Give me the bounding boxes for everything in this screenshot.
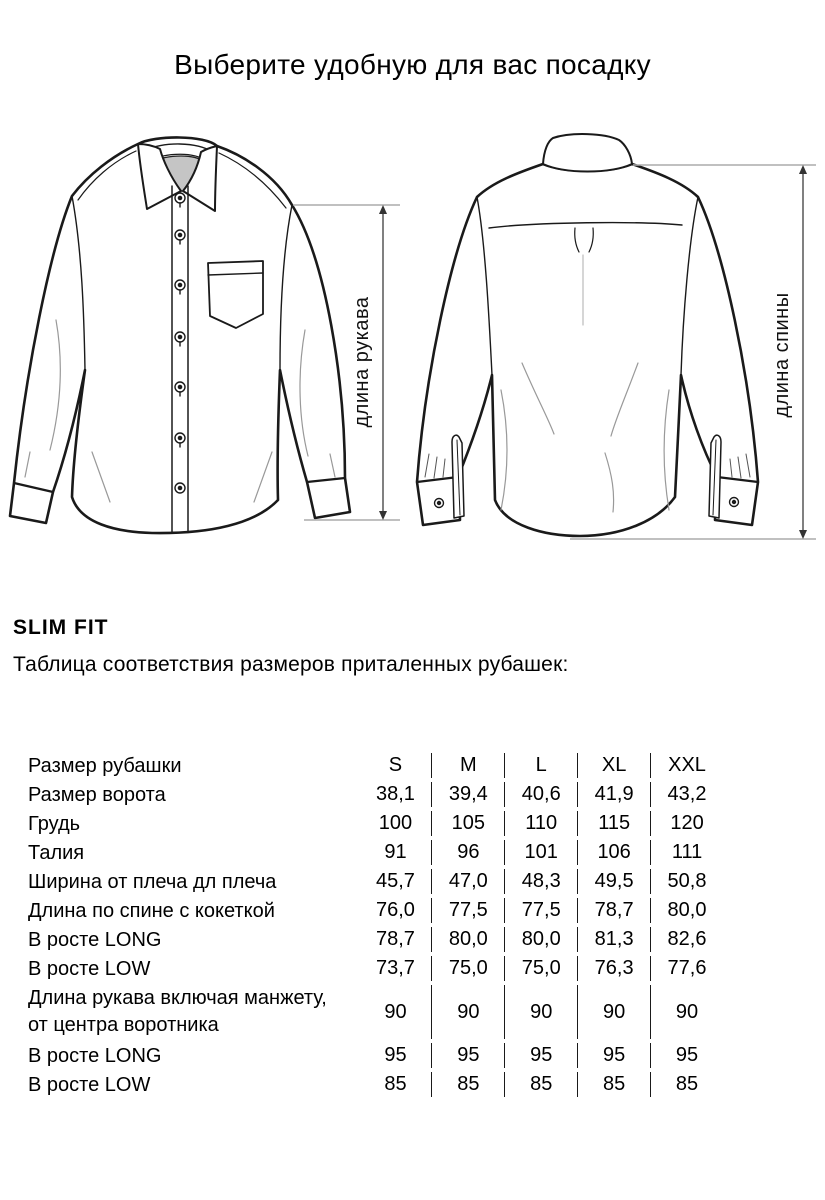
size-cell: 47,0: [431, 869, 504, 894]
table-row: [28, 1041, 723, 1070]
table-row: [28, 954, 723, 983]
size-cell: 80,0: [431, 927, 504, 952]
size-cell: 75,0: [431, 956, 504, 981]
row-label: Талия: [28, 841, 85, 864]
size-cell: 85: [431, 1072, 504, 1097]
size-cell: 76,3: [577, 956, 650, 981]
table-row: [28, 983, 723, 1041]
size-cell: 115: [577, 811, 650, 836]
shirt-back-outline: [417, 164, 758, 536]
size-cell: 100: [378, 812, 413, 834]
table-header-row: [28, 751, 723, 780]
size-cell: 85: [384, 1073, 407, 1095]
table-row: [28, 925, 723, 954]
sleeve-placket-right: [709, 435, 721, 518]
row-label: В росте LONG: [28, 928, 162, 951]
row-label-line2: от центра воротника: [28, 1014, 219, 1036]
size-cell: 39,4: [431, 782, 504, 807]
size-cell: 82,6: [650, 927, 723, 952]
table-row: [28, 896, 723, 925]
size-col-header: XXL: [650, 753, 723, 778]
size-cell: 106: [577, 840, 650, 865]
row-label-line1: Длина рукава включая манжету,: [28, 987, 327, 1009]
table-row: [28, 809, 723, 838]
row-label: Длина по спине с кокеткой: [28, 899, 275, 922]
size-col-header: S: [388, 754, 403, 776]
chest-pocket: [208, 261, 263, 328]
size-cell: 76,0: [375, 899, 415, 921]
size-cell: 80,0: [504, 927, 577, 952]
size-cell: 80,0: [650, 898, 723, 923]
size-cell: 77,5: [504, 898, 577, 923]
size-col-header: L: [504, 753, 577, 778]
size-cell: 95: [577, 1043, 650, 1068]
size-cell: 77,6: [650, 956, 723, 981]
table-row: [28, 838, 723, 867]
size-cell: 90: [650, 985, 723, 1039]
size-cell: 111: [650, 840, 723, 865]
table-subtitle: Таблица соответствия размеров приталенных рубашек:: [13, 653, 569, 676]
table-row: [28, 1070, 723, 1099]
size-cell: 45,7: [375, 870, 415, 892]
page-title: Выберите удобную для вас посадку: [174, 49, 651, 80]
front-shirt-drawing: [0, 120, 405, 580]
table-row: [28, 867, 723, 896]
table-row: [28, 780, 723, 809]
size-cell: 90: [577, 985, 650, 1039]
size-cell: 40,6: [504, 782, 577, 807]
back-shirt-drawing: [405, 120, 825, 580]
size-cell: 101: [504, 840, 577, 865]
arrow-up-icon: [379, 205, 387, 214]
size-cell: 91: [384, 841, 407, 863]
size-col-header: XL: [577, 753, 650, 778]
size-cell: 105: [431, 811, 504, 836]
size-cell: 77,5: [431, 898, 504, 923]
arrow-down-icon: [799, 530, 807, 539]
size-cell: 49,5: [577, 869, 650, 894]
size-cell: 95: [384, 1044, 407, 1066]
row-label: Грудь: [28, 812, 81, 835]
back-length-label: длина спины: [771, 292, 793, 418]
size-cell: 78,7: [577, 898, 650, 923]
size-cell: 120: [650, 811, 723, 836]
size-cell: 96: [431, 840, 504, 865]
size-cell: 110: [504, 811, 577, 836]
sleeve-placket-left: [452, 435, 464, 518]
size-cell: 73,7: [375, 957, 415, 979]
back-collar: [543, 134, 632, 171]
size-cell: 85: [577, 1072, 650, 1097]
row-label: Размер рубашки: [28, 754, 182, 777]
row-label: Размер ворота: [28, 783, 166, 806]
arrow-up-icon: [799, 165, 807, 174]
size-cell: 90: [384, 1000, 407, 1023]
size-cell: 41,9: [577, 782, 650, 807]
size-cell: 43,2: [650, 782, 723, 807]
size-cell: 81,3: [577, 927, 650, 952]
size-cell: 95: [504, 1043, 577, 1068]
size-cell: 95: [650, 1043, 723, 1068]
size-cell: 85: [650, 1072, 723, 1097]
size-cell: 85: [504, 1072, 577, 1097]
size-cell: 90: [504, 985, 577, 1039]
row-label: [28, 985, 360, 1039]
size-cell: 95: [431, 1043, 504, 1068]
size-cell: 48,3: [504, 869, 577, 894]
row-label: В росте LOW: [28, 957, 151, 980]
arrow-down-icon: [379, 511, 387, 520]
fit-heading: SLIM FIT: [13, 616, 109, 639]
row-label: Ширина от плеча дл плеча: [28, 870, 277, 893]
size-cell: 38,1: [375, 783, 415, 805]
row-label: В росте LOW: [28, 1073, 151, 1096]
size-cell: 50,8: [650, 869, 723, 894]
size-cell: 78,7: [375, 928, 415, 950]
size-cell: 90: [431, 985, 504, 1039]
sleeve-length-label: длина рукава: [351, 296, 373, 428]
size-col-header: M: [431, 753, 504, 778]
size-cell: 75,0: [504, 956, 577, 981]
row-label: В росте LONG: [28, 1044, 162, 1067]
size-table: [28, 751, 723, 1099]
